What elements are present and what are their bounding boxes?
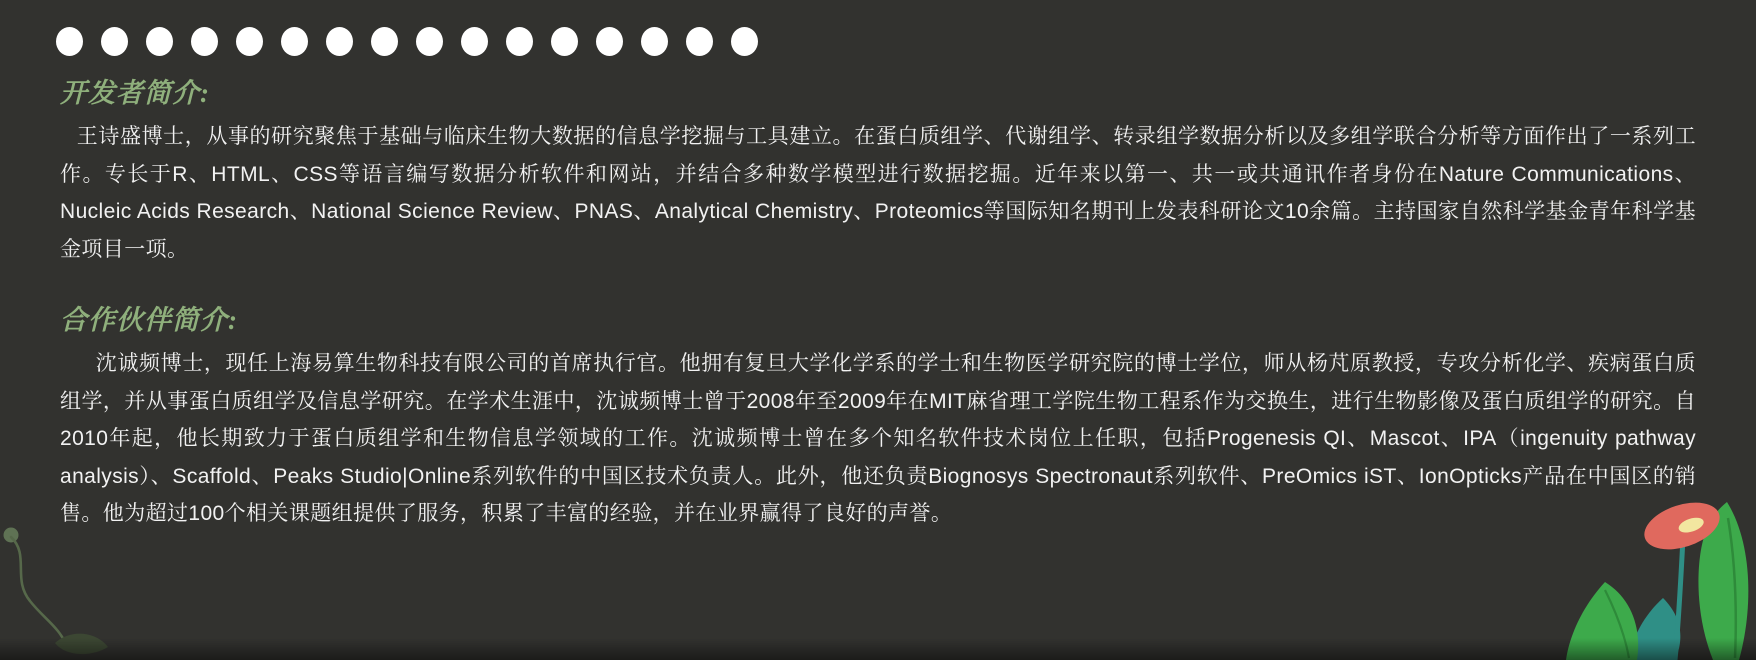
partner-section-title: 合作伙伴简介: [60, 305, 238, 335]
developer-bio-paragraph: 王诗盛博士，从事的研究聚焦于基础与临床生物大数据的信息学挖掘与工具建立。在蛋白质组学、代谢组学、转录组学数据分析以及多组学联合分析等方面作出了一系列工作。专长于R、HTML、CSS等语言编写数据分析软件和网站，并结合多种数学模型进行数据挖掘。近年来以第一、共一或共通讯作者身份在Nature Communications、Nucleic Acids Research、National Science Review、PNAS、Analytical Chemistry、Proteomics等国际知名期刊上发表科研论文10余篇。主持国家自然科学基金青年科学基金项目一项。 [60, 125, 1696, 261]
binder-dot [506, 27, 533, 56]
binder-dot [101, 27, 128, 56]
bottom-edge-shadow [0, 638, 1756, 660]
binder-dot [281, 27, 308, 56]
binder-dot [551, 27, 578, 56]
binder-dot [56, 27, 83, 56]
binder-dot [371, 27, 398, 56]
binder-dot [641, 27, 668, 56]
partner-bio-paragraph: 沈诚频博士，现任上海易算生物科技有限公司的首席执行官。他拥有复旦大学化学系的学士和生物医学研究院的博士学位，师从杨芃原教授，专攻分析化学、疾病蛋白质组学，并从事蛋白质组学及信息学研究。在学术生涯中，沈诚频博士曾于2008年至2009年在MIT麻省理工学院生物工程系作为交换生，进行生物影像及蛋白质组学的研究。自2010年起，他长期致力于蛋白质组学和生物信息学领域的工作。沈诚频博士曾在多个知名软件技术岗位上任职，包括Progenesis QI、Mascot、IPA（ingenuity pathway analysis）、Scaffold、Peaks Studio|Online系列软件的中国区技术负责人。此外，他还负责Biognosys Spectronaut系列软件、PreOmics iST、IonOpticks产品在中国区的销售。他为超过100个相关课题组提供了服务，积累了丰富的经验，并在业界赢得了良好的声誉。 [60, 352, 1696, 525]
binder-dot [326, 27, 353, 56]
binder-dot [731, 27, 758, 56]
binder-dots [56, 26, 1696, 56]
binder-dot [416, 27, 443, 56]
binder-dot [596, 27, 623, 56]
developer-section-title: 开发者简介: [60, 78, 210, 108]
binder-dot [146, 27, 173, 56]
vine-decoration-icon [0, 525, 115, 660]
binder-dot [461, 27, 488, 56]
flower-plant-icon [1541, 460, 1756, 660]
binder-dot [686, 27, 713, 56]
binder-dot [236, 27, 263, 56]
binder-dot [191, 27, 218, 56]
